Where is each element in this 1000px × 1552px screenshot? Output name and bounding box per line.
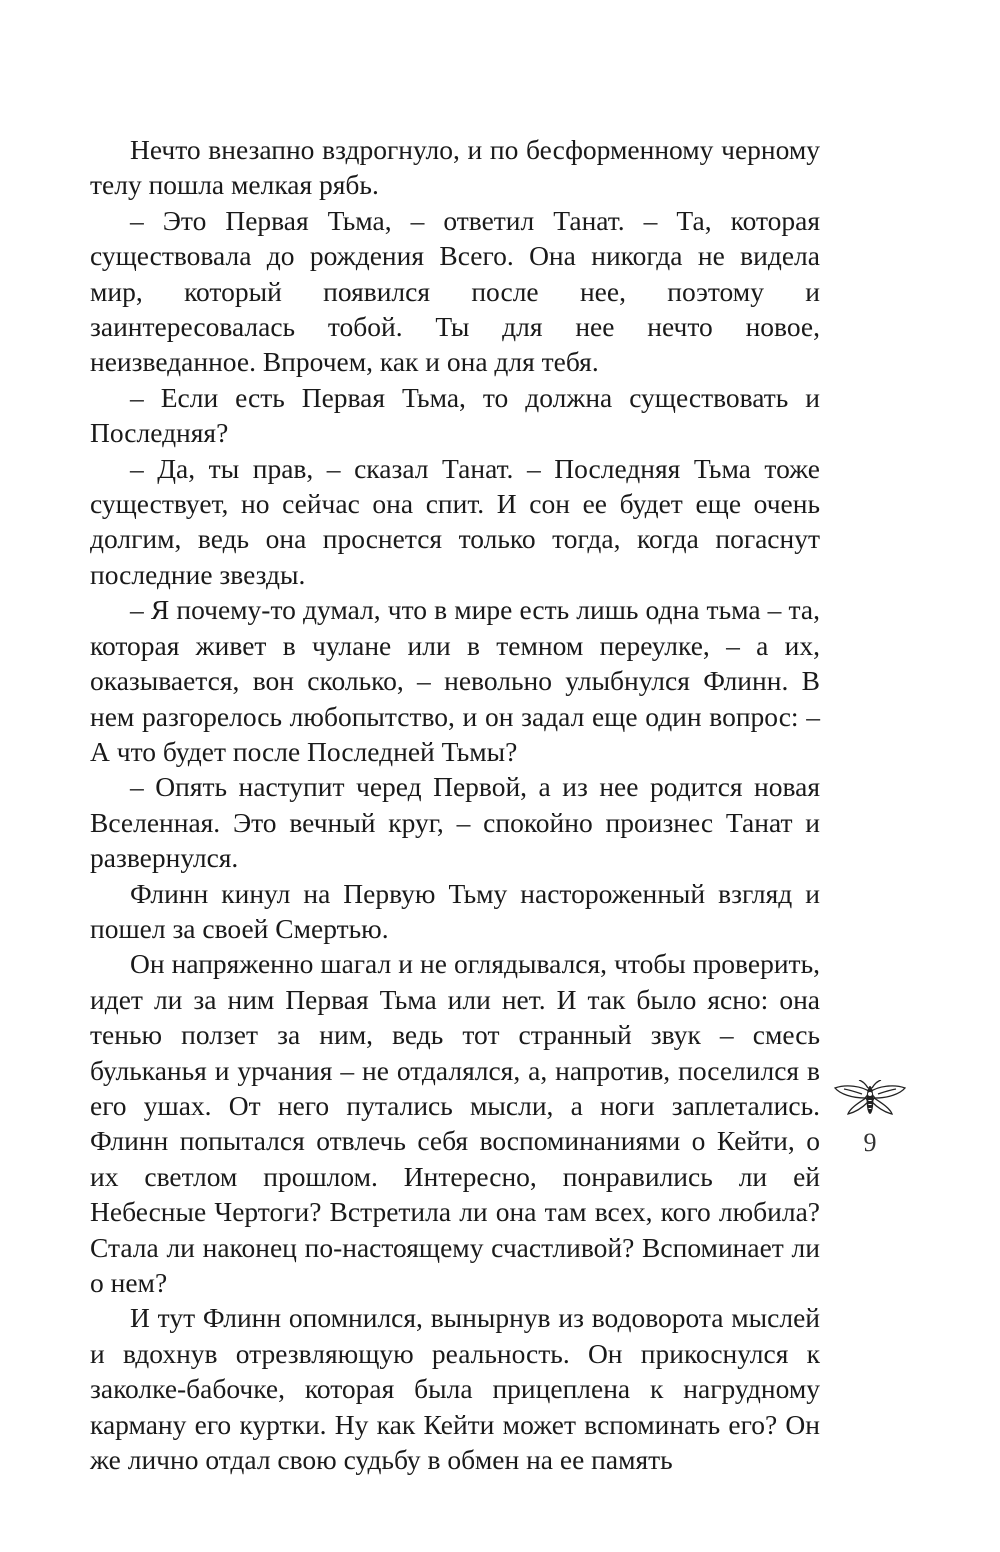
- book-page-text: [90, 132, 820, 1477]
- moth-icon: [832, 1080, 908, 1124]
- paragraph: И тут Флинн опомнился, вынырнув из водоворота мыслей и вдохнув отрезвляющую реальность. Он прикоснулся к заколке-бабочке, которая была прицеплена к нагрудному карману его куртки. Ну как Кейти может вспоминать его? Он же лично отдал свою судьбу в обмен на ее память: [90, 1302, 820, 1476]
- paragraph: – Если есть Первая Тьма, то должна существовать и Последняя?: [90, 381, 820, 449]
- paragraph: – Я почему-то думал, что в мире есть лишь одна тьма – та, которая живет в чулане или в темном переулке, – а их, оказывается, вон сколько, – невольно улыбнулся Флинн. В нем разгорелось любопытство, и он задал еще один вопрос: – А что будет после Последней Тьмы?: [90, 594, 820, 767]
- paragraph: Он напряженно шагал и не оглядывался, чтобы проверить, идет ли за ним Первая Тьма или нет. И так было ясно: она тенью ползет за ним, ведь тот странный звук – смесь бульканья и урчания – не отдалялся, а, напротив, поселился в его ушах. От него путались мысли, а ноги заплетались. Флинн попытался отвлечь себя воспоминаниями о Кейти, о их светлом прошлом. Интересно, понравились ли ей Небесные Чертоги? Встретила ли она там всех, кого любила? Стала ли наконец по-настоящему счастливой? Вспоминает ли о нем?: [90, 948, 820, 1298]
- paragraph: Флинн кинул на Первую Тьму настороженный взгляд и пошел за своей Смертью.: [90, 877, 820, 944]
- paragraph: – Это Первая Тьма, – ответил Танат. – Та, которая существовала до рождения Всего. Она никогда не видела мир, который появился после нее, поэтому и заинтересовалась тобой. Ты для нее нечто новое, неизведанное. Впрочем, как и она для тебя.: [90, 204, 820, 378]
- page-number: 9: [863, 1128, 877, 1157]
- page-marker: [830, 1080, 910, 1158]
- paragraph: – Да, ты прав, – сказал Танат. – Последняя Тьма тоже существует, но сейчас она спит. И сон ее будет еще очень долгим, ведь она проснется только тогда, когда погаснут последние звезды.: [90, 452, 820, 590]
- paragraph: – Опять наступит черед Первой, а из нее родится новая Вселенная. Это вечный круг, – спокойно произнес Танат и развернулся.: [90, 771, 820, 874]
- paragraph: Нечто внезапно вздрогнуло, и по бесформенному черному телу пошла мелкая рябь.: [90, 134, 820, 201]
